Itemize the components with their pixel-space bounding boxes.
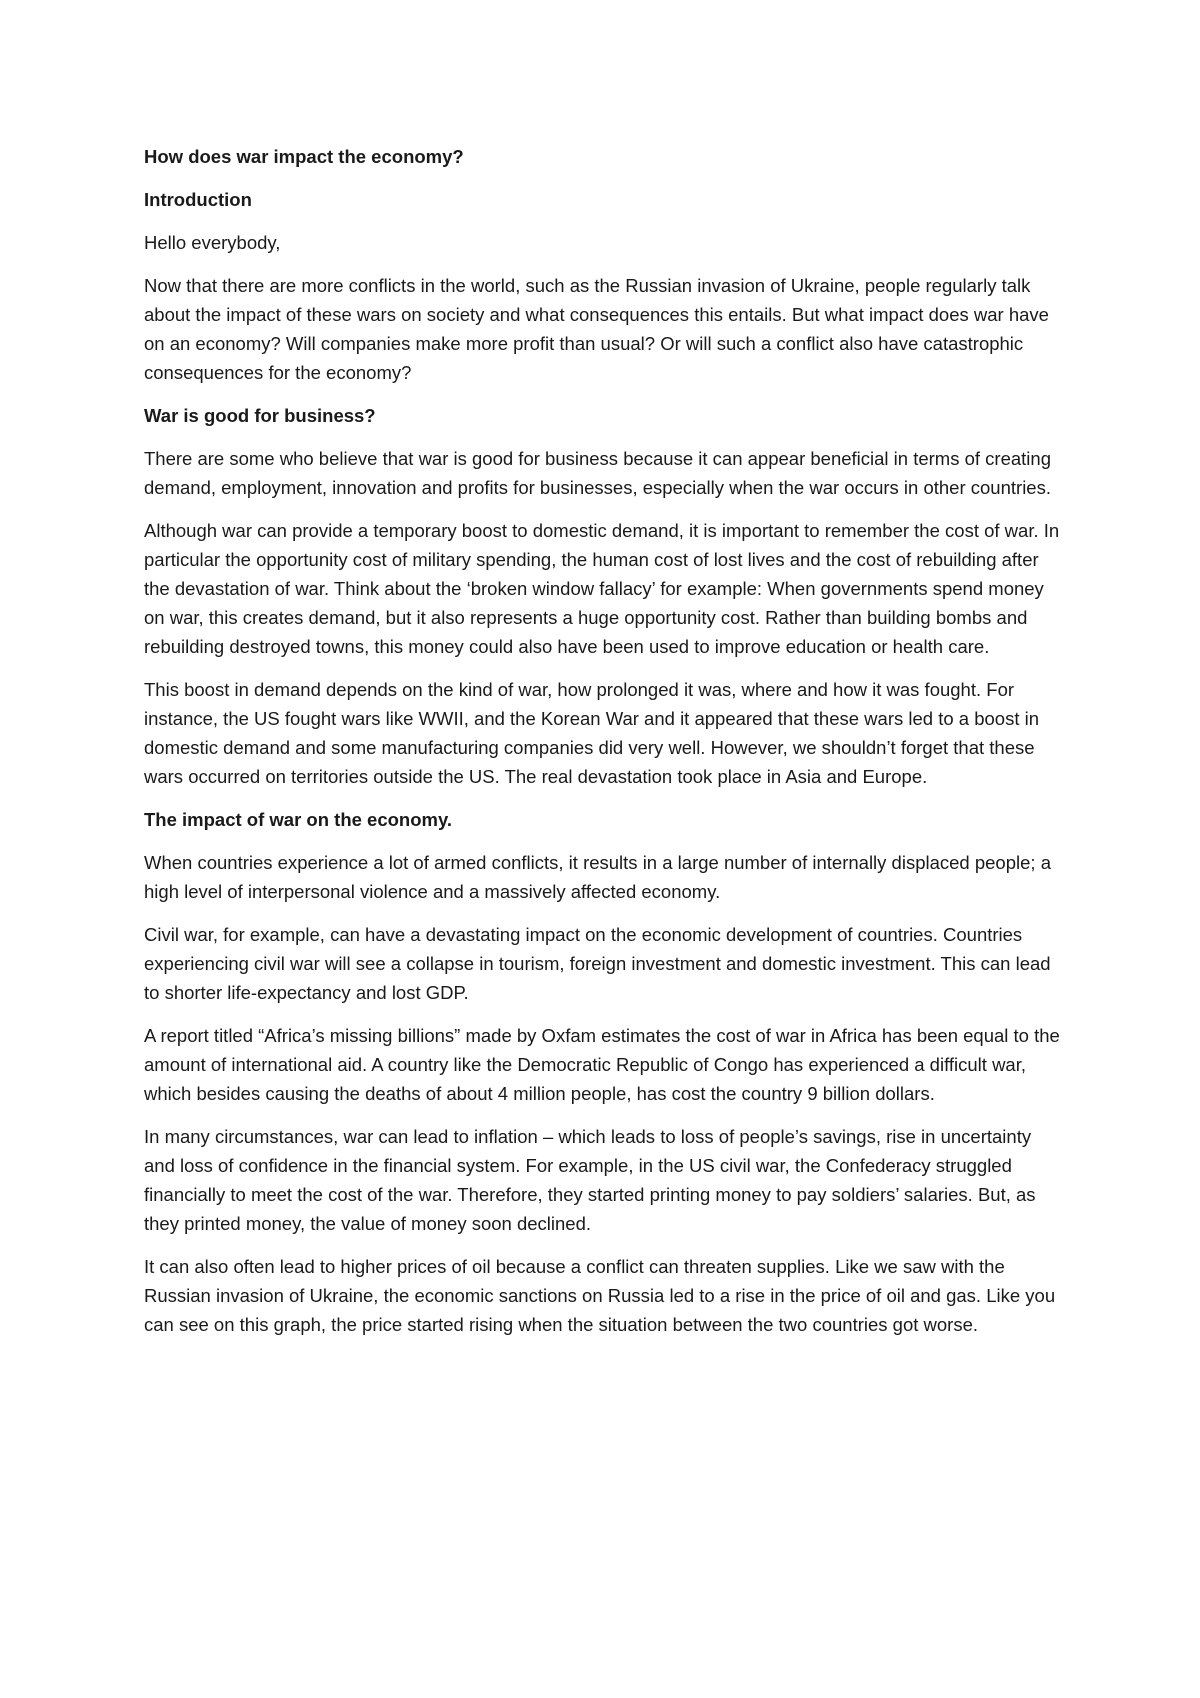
section-heading-war-good-for-business: War is good for business? [144, 405, 376, 426]
impact-paragraph-1: When countries experience a lot of armed conflicts, it results in a large number of internally displaced people; a high level of interpersonal violence and a massively affected economy. [144, 852, 1051, 902]
business-paragraph-1: There are some who believe that war is good for business because it can appear beneficial in terms of creating demand, employment, innovation and profits for businesses, especially when the war occurs in other countries. [144, 448, 1051, 498]
impact-paragraph-5: It can also often lead to higher prices of oil because a conflict can threaten supplies. Like we saw with the Russian invasion of Ukraine, the economic sanctions on Russia led to a rise in the price of oil and gas. Like you can see on this graph, the price started rising when the situation between the two countries got worse. [144, 1256, 1056, 1335]
intro-paragraph: Now that there are more conflicts in the world, such as the Russian invasion of Ukraine, people regularly talk about the impact of these wars on society and what consequences this entails. But what impact does war have on an economy? Will companies make more profit than usual? Or will such a conflict also have catastrophic consequences for the economy? [144, 275, 1049, 383]
impact-paragraph-4: In many circumstances, war can lead to inflation – which leads to loss of people’s savings, rise in uncertainty and loss of confidence in the financial system. For example, in the US civil war, the Confederacy struggled financially to meet the cost of the war. Therefore, they started printing money to pay soldiers’ salaries. But, as they printed money, the value of money soon declined. [144, 1126, 1036, 1234]
business-paragraph-2: Although war can provide a temporary boost to domestic demand, it is important to remember the cost of war. In particular the opportunity cost of military spending, the human cost of lost lives and the cost of rebuilding after the devastation of war. Think about the ‘broken window fallacy’ for example: When governments spend money on war, this creates demand, but it also represents a huge opportunity cost. Rather than building bombs and rebuilding destroyed towns, this money could also have been used to improve education or health care. [144, 520, 1060, 657]
impact-paragraph-2: Civil war, for example, can have a devastating impact on the economic development of countries. Countries experiencing civil war will see a collapse in tourism, foreign investment and domestic investment. This can lead to shorter life-expectancy and lost GDP. [144, 924, 1051, 1003]
document-body [144, 142, 1064, 1353]
greeting-paragraph: Hello everybody, [144, 232, 281, 253]
impact-paragraph-3: A report titled “Africa’s missing billions” made by Oxfam estimates the cost of war in Africa has been equal to the amount of international aid. A country like the Democratic Republic of Congo has experienced a difficult war, which besides causing the deaths of about 4 million people, has cost the country 9 billion dollars. [144, 1025, 1060, 1104]
document-title: How does war impact the economy? [144, 146, 464, 167]
business-paragraph-3: This boost in demand depends on the kind of war, how prolonged it was, where and how it was fought. For instance, the US fought wars like WWII, and the Korean War and it appeared that these wars led to a boost in domestic demand and some manufacturing companies did very well. However, we shouldn’t forget that these wars occurred on territories outside the US. The real devastation took place in Asia and Europe. [144, 679, 1039, 787]
section-heading-impact-on-economy: The impact of war on the economy. [144, 809, 453, 830]
section-heading-introduction: Introduction [144, 189, 252, 210]
